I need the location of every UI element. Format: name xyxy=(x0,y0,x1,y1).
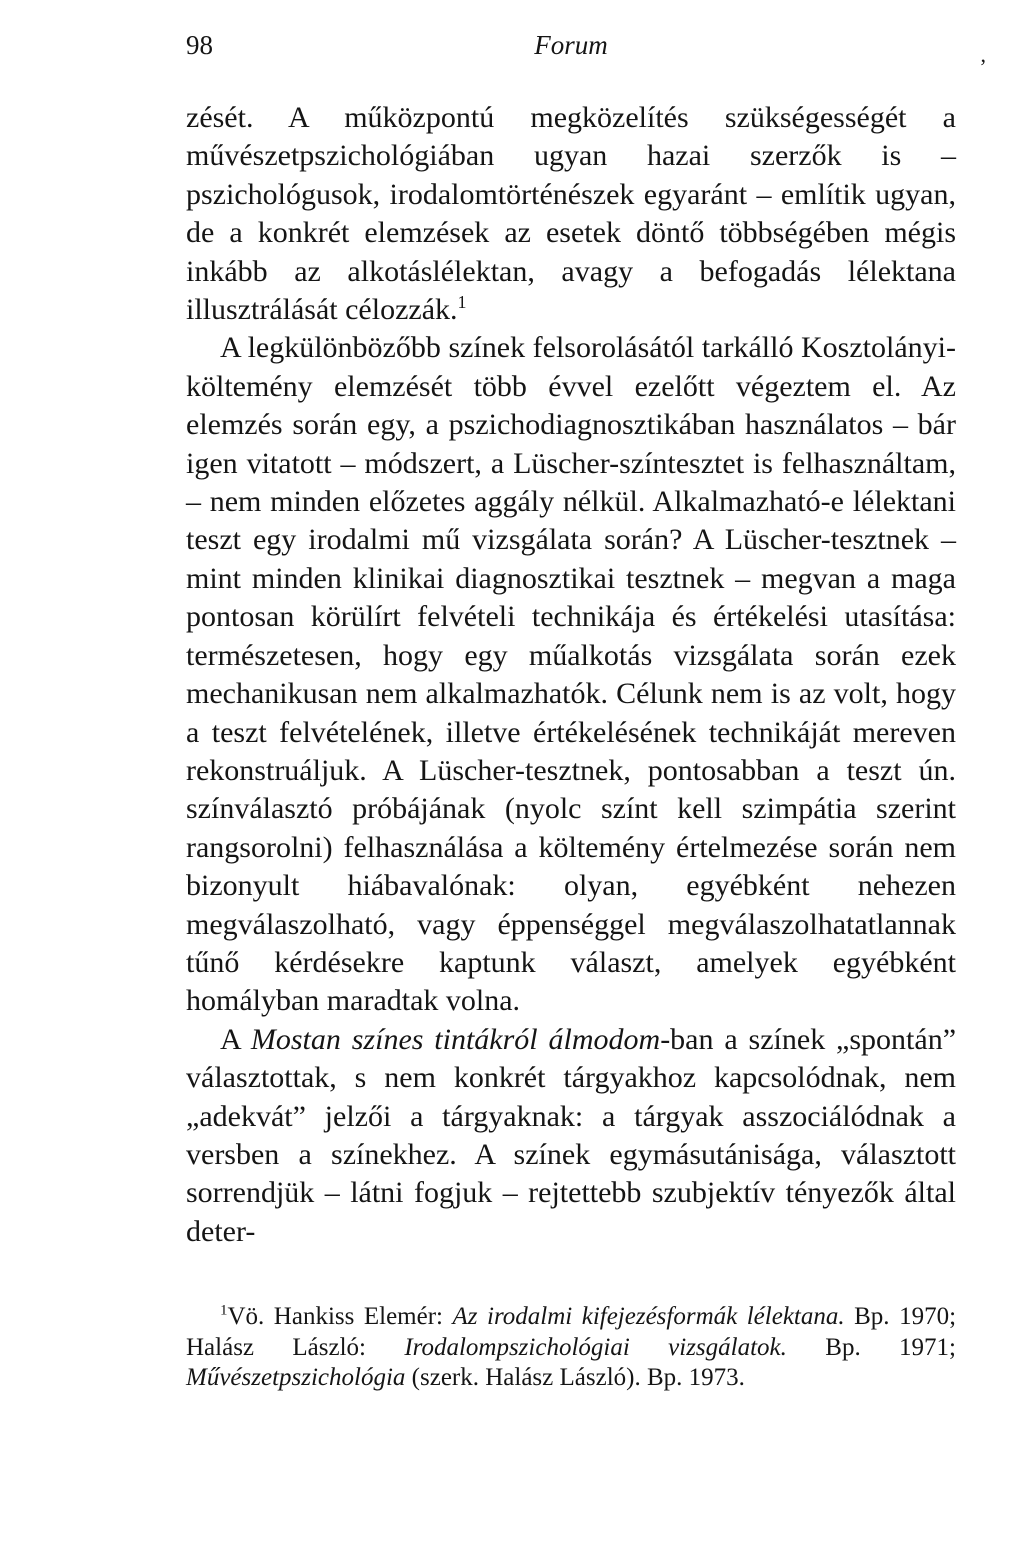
paragraph-text: A legkülönbözőbb színek felsorolásától tarkálló Kosztolányi-költemény elemzését több évvel ezelőtt végeztem el. Az elemzés során egy, a pszichodiagnosztikában használatos – bár igen vitatott – módszert, a Lüscher-színtesztet is felhasználtam, – nem minden előzetes aggály nélkül. Alkalmazható-e lélektani teszt egy irodalmi mű vizsgálata során? A Lüscher-tesztnek – mint minden klinikai diagnosztikai tesztnek – megvan a maga pontosan körülírt felvételi technikája és értékelési utasítása: természetesen, hogy egy műalkotás vizsgálata során ezek mechanikusan nem alkalmazhatók. Célunk nem is az volt, hogy a teszt felvételének, illetve értékelésének technikáját mereven rekonstruáljuk. A Lüscher-tesztnek, pontosabban a teszt ún. színválasztó próbájának (nyolc színt kell szimpátia szerint rangsorolni) felhasználása a költemény értelmezése során nem bizonyult hiábavalónak: olyan, egyébként nehezen megválaszolható, vagy éppenséggel megválaszolhatatlannak tűnő kérdésekre kaptunk választ, amelyek egyébként homályban maradtak volna. xyxy=(186,331,956,1018)
stray-mark: , xyxy=(980,42,986,67)
paragraph-continuation xyxy=(186,99,956,329)
footnote-text: Bp. 1971; xyxy=(786,1333,957,1361)
paragraph-text: zését. A műközpontú megközelítés szükségességét a művészetpszichológiában ugyan hazai szerzők is – pszichológusok, irodalomtörténészek egyaránt – említik ugyan, de a konkrét elemzések az esetek döntő többségében mégis inkább az alkotáslélektan, avagy a befogadás lélektana illusztrálását célozzák. xyxy=(186,101,956,327)
footnote-title: Irodalompszichológiai vizsgálatok. xyxy=(404,1333,787,1361)
footnote-text: Vö. Hankiss Elemér: xyxy=(227,1303,453,1330)
footnote-title: Művészetpszichológia xyxy=(186,1364,406,1391)
paragraph-prefix: A xyxy=(220,1022,251,1056)
paragraph-luscher xyxy=(186,329,956,1020)
footnote-number: 1 xyxy=(220,1302,228,1319)
running-title: Forum xyxy=(534,30,608,60)
paragraph-text: -ban a színek „spontán” választottak, s nem konkrét tárgyakhoz kapcsolódnak, nem „adekvát” jelzői a tárgyaknak: a tárgyak asszociálódnak a versben a színekhez. A színek egymásutánisága, választott sorrendjük – látni fogjuk – rejtettebb szubjektív tényezők által deter- xyxy=(186,1022,957,1248)
main-text xyxy=(186,99,956,1251)
footnote xyxy=(186,1302,956,1394)
footnote-text: Bp. 1970; Halász László: xyxy=(186,1303,957,1361)
footnote-text: (szerk. Halász László). Bp. 1973. xyxy=(405,1364,745,1391)
footnotes xyxy=(186,1302,956,1394)
page-header xyxy=(186,30,986,70)
page-number: 98 xyxy=(186,30,213,60)
footnote-title: Az irodalmi kifejezésformák lélektana. xyxy=(452,1303,845,1330)
poem-title: Mostan színes tintákról álmodom xyxy=(250,1022,661,1056)
paragraph-colors xyxy=(186,1021,956,1251)
footnote-reference: 1 xyxy=(457,292,467,313)
